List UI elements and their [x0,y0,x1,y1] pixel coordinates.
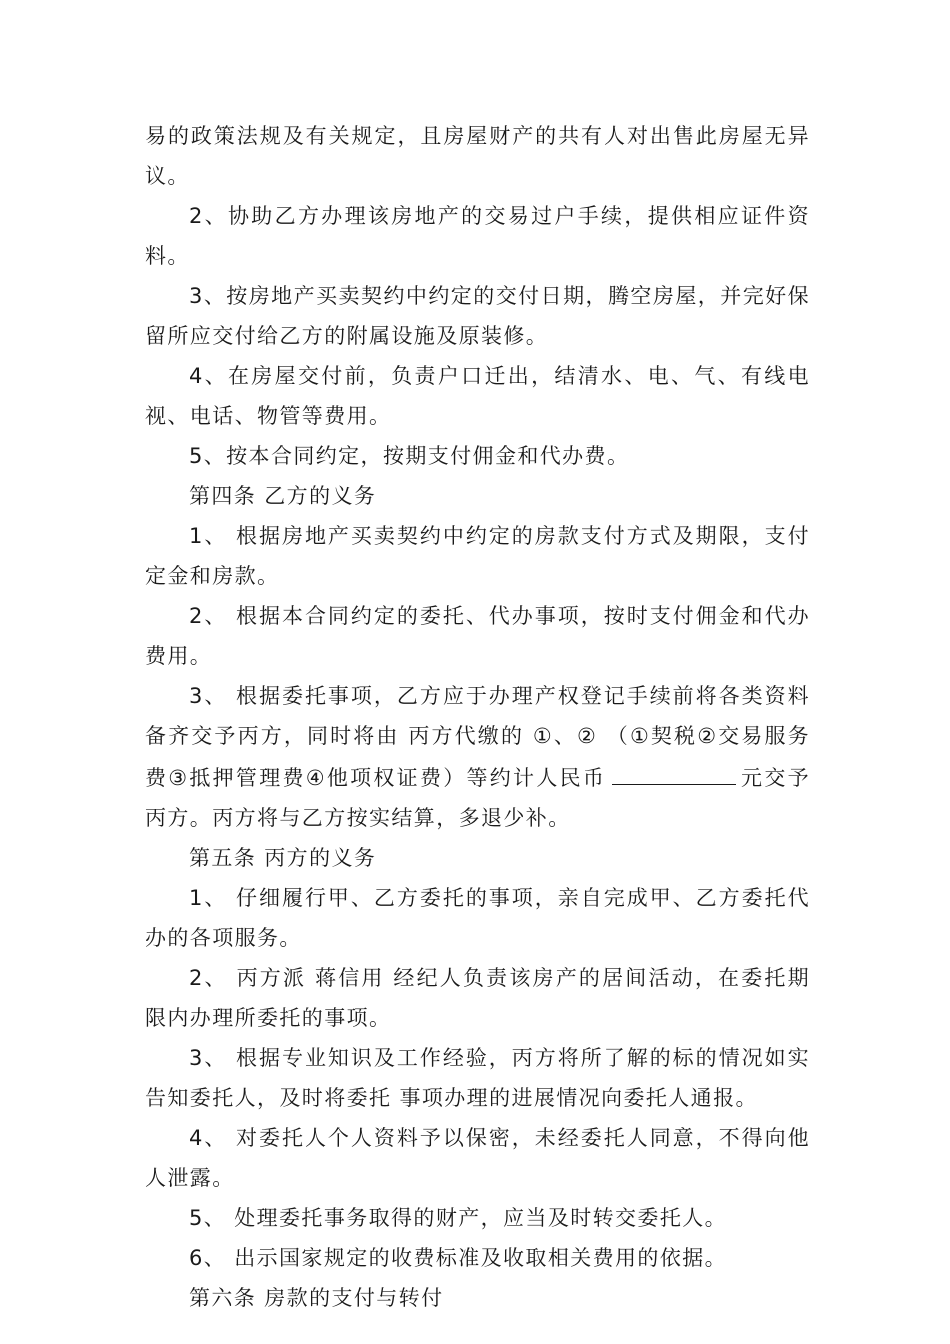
paragraph-with-blank [145,676,810,838]
section-heading: 第五条 丙方的义务 [189,846,377,870]
paragraph: 5、按本合同约定，按期支付佣金和代办费。 [189,444,630,468]
paragraph: 1、 根据房地产买卖契约中约定的房款支付方式及期限，支付定金和房款。 [145,524,810,588]
document-body [145,116,810,1318]
paragraph: 2、协助乙方办理该房地产的交易过户手续，提供相应证件资料。 [145,204,810,268]
paragraph: 3、 根据专业知识及工作经验，丙方将所了解的标的情况如实告知委托人，及时将委托 事项办理的进展情况向委托人通报。 [145,1046,810,1110]
paragraph: 4、 对委托人个人资料予以保密，未经委托人同意，不得向他人泄露。 [145,1126,810,1190]
paragraph: 2、 丙方派 蒋信用 经纪人负责该房产的居间活动，在委托期限内办理所委托的事项。 [145,966,810,1030]
paragraph: 5、 处理委托事务取得的财产，应当及时转交委托人。 [189,1206,728,1230]
paragraph: 3、按房地产买卖契约中约定的交付日期，腾空房屋，并完好保留所应交付给乙方的附属设施及原装修。 [145,284,810,348]
section-heading: 第六条 房款的支付与转付 [189,1286,444,1310]
paragraph: 1、 仔细履行甲、乙方委托的事项，亲自完成甲、乙方委托代办的各项服务。 [145,886,810,950]
paragraph-text-after-blank: 元交予丙方。丙方将与乙方按实结算，多退少补。 [145,766,810,830]
paragraph: 4、在房屋交付前，负责户口迁出，结清水、电、气、有线电视、电话、物管等费用。 [145,364,810,428]
paragraph: 2、 根据本合同约定的委托、代办事项，按时支付佣金和代办费用。 [145,604,810,668]
paragraph: 易的政策法规及有关规定，且房屋财产的共有人对出售此房屋无异议。 [145,124,810,188]
section-heading: 第四条 乙方的义务 [189,484,377,508]
paragraph: 6、 出示国家规定的收费标准及收取相关费用的依据。 [189,1246,728,1270]
fill-in-blank-line [612,756,736,785]
paragraph-text-before-blank: 3、 根据委托事项，乙方应于办理产权登记手续前将各类资料备齐交予丙方，同时将由 丙方代缴的 ①、② （①契税②交易服务费③抵押管理费④他项权证费）等约计人民币 [145,684,810,790]
